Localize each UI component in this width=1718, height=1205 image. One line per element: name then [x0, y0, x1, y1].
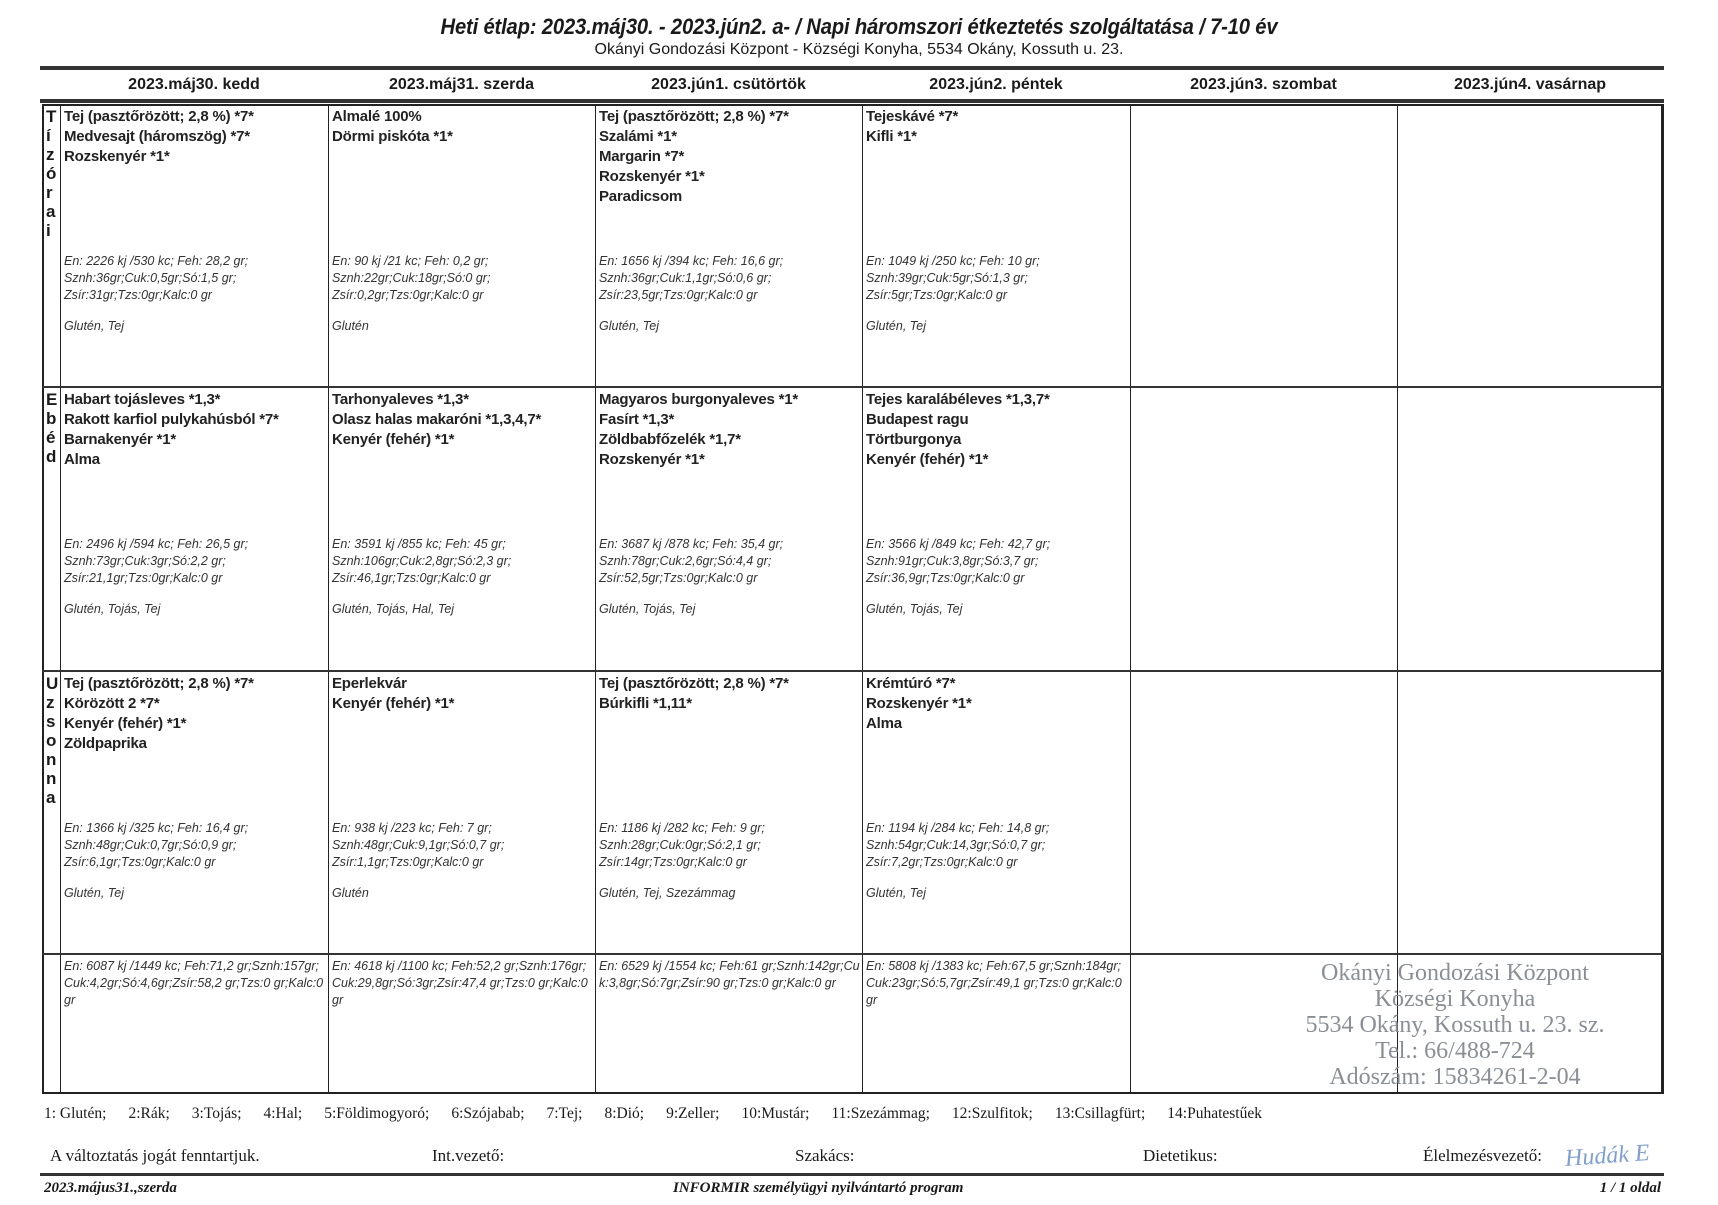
menu-item: Magyaros burgonyaleves *1* — [599, 391, 799, 408]
menu-item: Medvesajt (háromszög) *7* — [64, 128, 250, 145]
menu-cell — [596, 674, 858, 953]
allergen-legend-item: 14:Puhatestűek — [1167, 1105, 1262, 1122]
allergen-info: Glutén, Tej — [64, 319, 124, 333]
menu-item: Zöldbabfőzelék *1,7* — [599, 431, 741, 448]
nutrition-line: Sznh:39gr;Cuk:5gr;Só:1,3 gr; — [866, 271, 1028, 285]
allergen-legend-item: 7:Tej; — [546, 1105, 583, 1122]
nutrition-line: Sznh:106gr;Cuk:2,8gr;Só:2,3 gr; — [332, 554, 512, 568]
menu-cell — [596, 390, 858, 670]
allergen-info: Glutén, Tej — [599, 319, 659, 333]
allergen-legend-item: 1: Glutén; — [44, 1105, 107, 1122]
allergen-legend — [44, 1105, 1284, 1123]
institution-stamp — [1250, 960, 1660, 1090]
nutrition-line: En: 3566 kj /849 kc; Feh: 42,7 gr; — [866, 537, 1051, 551]
nutrition-line: En: 90 kj /21 kc; Feh: 0,2 gr; — [332, 254, 489, 268]
menu-item: Rozskenyér *1* — [866, 695, 972, 712]
allergen-info: Glutén — [332, 886, 369, 900]
stamp-line: Adószám: 15834261-2-04 — [1329, 1064, 1581, 1090]
nutrition-line: En: 938 kj /223 kc; Feh: 7 gr; — [332, 821, 492, 835]
meal-label-uzsonna: Uzsonna — [46, 674, 59, 807]
allergen-legend-item: 4:Hal; — [263, 1105, 303, 1122]
menu-cell — [61, 390, 323, 670]
menu-cell — [61, 107, 323, 386]
nutrition-line: Zsír:6,1gr;Tzs:0gr;Kalc:0 gr — [64, 855, 216, 869]
menu-cell — [863, 390, 1125, 670]
nutrition-line: Zsír:52,5gr;Tzs:0gr;Kalc:0 gr — [599, 571, 758, 585]
menu-item: Tarhonyaleves *1,3* — [332, 391, 469, 408]
day-header: 2023.máj31. szerda — [389, 76, 534, 93]
allergen-info: Glutén, Tojás, Tej — [866, 602, 963, 616]
page-number: 1 / 1 oldal — [1599, 1180, 1661, 1196]
allergen-info: Glutén, Tej — [64, 886, 124, 900]
nutrition-line: Sznh:36gr;Cuk:1,1gr;Só:0,6 gr; — [599, 271, 772, 285]
nutrition-line: Sznh:48gr;Cuk:0,7gr;Só:0,9 gr; — [64, 838, 237, 852]
int-vezeto-signature-label: Int.vezető: — [432, 1146, 505, 1165]
column-divider — [1663, 104, 1664, 1094]
nutrition-line: En: 2496 kj /594 kc; Feh: 26,5 gr; — [64, 537, 249, 551]
menu-item: Budapest ragu — [866, 411, 969, 428]
day-header: 2023.jún3. szombat — [1190, 76, 1337, 93]
nutrition-line: Sznh:36gr;Cuk:0,5gr;Só:1,5 gr; — [64, 271, 237, 285]
nutrition-line: En: 1366 kj /325 kc; Feh: 16,4 gr; — [64, 821, 249, 835]
menu-item: Rakott karfiol pulykahúsból *7* — [64, 411, 279, 428]
nutrition-line: Sznh:22gr;Cuk:18gr;Só:0 gr; — [332, 271, 491, 285]
daily-total-nutrition: En: 6087 kj /1449 kc; Feh:71,2 gr;Sznh:157gr;Cuk:4,2gr;Só:4,6gr;Zsír:58,2 gr;Tzs:0 gr;Kalc:0 gr — [64, 959, 324, 1007]
allergen-info: Glutén, Tej, Szezámmag — [599, 886, 736, 900]
menu-item: Tejeskávé *7* — [866, 108, 959, 125]
menu-item: Rozskenyér *1* — [64, 148, 170, 165]
nutrition-line: Zsír:21,1gr;Tzs:0gr;Kalc:0 gr — [64, 571, 223, 585]
szakacs-signature-label: Szakács: — [795, 1146, 855, 1165]
nutrition-line: Zsír:1,1gr;Tzs:0gr;Kalc:0 gr — [332, 855, 484, 869]
nutrition-line: En: 1194 kj /284 kc; Feh: 14,8 gr; — [866, 821, 1050, 835]
menu-item: Margarin *7* — [599, 148, 685, 165]
day-header: 2023.máj30. kedd — [128, 76, 260, 93]
menu-cell — [596, 107, 858, 386]
day-header: 2023.jún2. péntek — [929, 76, 1063, 93]
menu-cell — [61, 674, 323, 953]
allergen-legend-item: 2:Rák; — [128, 1105, 170, 1122]
allergen-info: Glutén, Tej — [866, 319, 926, 333]
nutrition-line: En: 1049 kj /250 kc; Feh: 10 gr; — [866, 254, 1040, 268]
menu-item: Dörmi piskóta *1* — [332, 128, 453, 145]
footer-rule — [40, 1173, 1664, 1176]
nutrition-line: Zsír:36,9gr;Tzs:0gr;Kalc:0 gr — [866, 571, 1025, 585]
menu-item: Búrkifli *1,11* — [599, 695, 692, 712]
nutrition-line: Sznh:78gr;Cuk:2,6gr;Só:4,4 gr; — [599, 554, 772, 568]
daily-total-nutrition: En: 5808 kj /1383 kc; Feh:67,5 gr;Sznh:184gr;Cuk:23gr;Só:5,7gr;Zsír:49,1 gr;Tzs:0 gr;Kalc:0 gr — [866, 959, 1122, 1007]
allergen-info: Glutén — [332, 319, 369, 333]
nutrition-line: Zsír:23,5gr;Tzs:0gr;Kalc:0 gr — [599, 288, 758, 302]
menu-item: Kifli *1* — [866, 128, 917, 145]
menu-cell — [329, 390, 591, 670]
allergen-legend-item: 8:Dió; — [604, 1105, 645, 1122]
menu-item: Körözött 2 *7* — [64, 695, 160, 712]
menu-cell — [863, 107, 1125, 386]
menu-item: Tej (pasztőrözött; 2,8 %) *7* — [599, 108, 789, 125]
header-bottom-rule — [40, 99, 1664, 103]
menu-item: Szalámi *1* — [599, 128, 677, 145]
menu-item: Almalé 100% — [332, 108, 422, 125]
menu-item: Tej (pasztőrözött; 2,8 %) *7* — [64, 675, 254, 692]
allergen-legend-item: 9:Zeller; — [666, 1105, 720, 1122]
menu-item: Rozskenyér *1* — [599, 451, 705, 468]
nutrition-line: Sznh:91gr;Cuk:3,8gr;Só:3,7 gr; — [866, 554, 1039, 568]
nutrition-line: En: 3687 kj /878 kc; Feh: 35,4 gr; — [599, 537, 784, 551]
menu-item: Habart tojásleves *1,3* — [64, 391, 221, 408]
institution-subtitle: Okányi Gondozási Központ - Községi Konyha, 5534 Okány, Kossuth u. 23. — [594, 41, 1124, 58]
column-divider — [1397, 104, 1398, 1094]
nutrition-line: Sznh:48gr;Cuk:9,1gr;Só:0,7 gr; — [332, 838, 505, 852]
stamp-line: Okányi Gondozási Központ — [1321, 960, 1589, 986]
column-divider — [1130, 104, 1131, 1094]
menu-item: Alma — [866, 715, 902, 732]
allergen-info: Glutén, Tojás, Tej — [599, 602, 696, 616]
nutrition-line: Zsír:5gr;Tzs:0gr;Kalc:0 gr — [866, 288, 1008, 302]
menu-item: Kenyér (fehér) *1* — [332, 695, 455, 712]
menu-item: Fasírt *1,3* — [599, 411, 675, 428]
meal-label-ebed: Ebéd — [46, 390, 58, 466]
nutrition-line: En: 1656 kj /394 kc; Feh: 16,6 gr; — [599, 254, 784, 268]
allergen-legend-item: 12:Szulfitok; — [951, 1105, 1033, 1122]
meal-label-tizorai: Tízórai — [46, 107, 57, 240]
nutrition-line: En: 3591 kj /855 kc; Feh: 45 gr; — [332, 537, 506, 551]
print-date: 2023.május31.,szerda — [44, 1180, 177, 1196]
program-name: INFORMIR személyügyi nyilvántartó program — [673, 1180, 964, 1196]
nutrition-line: Zsír:46,1gr;Tzs:0gr;Kalc:0 gr — [332, 571, 491, 585]
menu-item: Tej (pasztőrözött; 2,8 %) *7* — [64, 108, 254, 125]
allergen-info: Glutén, Tojás, Tej — [64, 602, 161, 616]
daily-total-nutrition: En: 6529 kj /1554 kc; Feh:61 gr;Sznh:142gr;Cuk:3,8gr;Só:7gr;Zsír:90 gr;Tzs:0 gr;Kalc:0 gr — [599, 959, 860, 990]
menu-item: Rozskenyér *1* — [599, 168, 705, 185]
stamp-line: Tel.: 66/488-724 — [1375, 1038, 1535, 1064]
menu-item: Krémtúró *7* — [866, 675, 956, 692]
stamp-line: Községi Konyha — [1374, 986, 1536, 1012]
menu-item: Alma — [64, 451, 100, 468]
allergen-legend-item: 3:Tojás; — [191, 1105, 242, 1122]
nutrition-line: Sznh:28gr;Cuk:0gr;Só:2,1 gr; — [599, 838, 761, 852]
nutrition-line: Sznh:73gr;Cuk:3gr;Só:2,2 gr; — [64, 554, 226, 568]
allergen-legend-item: 6:Szójabab; — [451, 1105, 525, 1122]
allergen-info: Glutén, Tojás, Hal, Tej — [332, 602, 455, 616]
menu-item: Kenyér (fehér) *1* — [64, 715, 187, 732]
nutrition-line: Zsír:0,2gr;Tzs:0gr;Kalc:0 gr — [332, 288, 484, 302]
nutrition-line: Sznh:54gr;Cuk:14,3gr;Só:0,7 gr; — [866, 838, 1046, 852]
header-top-rule — [40, 66, 1664, 70]
allergen-legend-item: 13:Csillagfürt; — [1054, 1105, 1146, 1122]
menu-item: Zöldpaprika — [64, 735, 147, 752]
nutrition-line: En: 1186 kj /282 kc; Feh: 9 gr; — [599, 821, 765, 835]
nutrition-line: Zsír:7,2gr;Tzs:0gr;Kalc:0 gr — [866, 855, 1018, 869]
allergen-legend-item: 10:Mustár; — [741, 1105, 810, 1122]
allergen-legend-item: 11:Szezámmag; — [831, 1105, 930, 1122]
menu-item: Barnakenyér *1* — [64, 431, 177, 448]
nutrition-line: En: 2226 kj /530 kc; Feh: 28,2 gr; — [64, 254, 249, 268]
menu-item: Paradicsom — [599, 188, 683, 205]
change-notice: A változtatás jogát fenntartjuk. — [50, 1146, 260, 1165]
row-divider — [42, 670, 1663, 672]
row-divider — [42, 386, 1663, 388]
daily-total-nutrition: En: 4618 kj /1100 kc; Feh:52,2 gr;Sznh:176gr;Cuk:29,8gr;Só:3gr;Zsír:47,4 gr;Tzs:0 gr;Kalc:0 gr — [332, 959, 588, 1007]
menu-item: Tej (pasztőrözött; 2,8 %) *7* — [599, 675, 789, 692]
menu-cell — [329, 107, 591, 386]
nutrition-line: Zsír:14gr;Tzs:0gr;Kalc:0 gr — [599, 855, 747, 869]
handwritten-signature: Hudák E — [1564, 1140, 1651, 1172]
day-header: 2023.jún4. vasárnap — [1453, 76, 1607, 93]
menu-item: Törtburgonya — [866, 431, 962, 448]
elelmezesvezeto-signature-label: Élelmezésvezető: — [1423, 1146, 1542, 1165]
menu-item: Kenyér (fehér) *1* — [332, 431, 455, 448]
row-divider — [42, 953, 1663, 955]
allergen-info: Glutén, Tej — [866, 886, 926, 900]
menu-item: Kenyér (fehér) *1* — [866, 451, 989, 468]
day-header: 2023.jún1. csütörtök — [651, 76, 806, 93]
menu-item: Olasz halas makaróni *1,3,4,7* — [332, 411, 542, 428]
dietetikus-signature-label: Dietetikus: — [1143, 1146, 1218, 1165]
stamp-line: 5534 Okány, Kossuth u. 23. sz. — [1305, 1012, 1605, 1038]
menu-item: Eperlekvár — [332, 675, 407, 692]
menu-title: Heti étlap: 2023.máj30. - 2023.jún2. a- / Napi háromszori étkeztetés szolgáltatása / 7-10 év — [440, 14, 1278, 39]
allergen-legend-item: 5:Földimogyoró; — [324, 1105, 430, 1122]
nutrition-line: Zsír:31gr;Tzs:0gr;Kalc:0 gr — [64, 288, 212, 302]
menu-item: Tejes karalábéleves *1,3,7* — [866, 391, 1050, 408]
menu-cell — [329, 674, 591, 953]
menu-cell — [863, 674, 1125, 953]
